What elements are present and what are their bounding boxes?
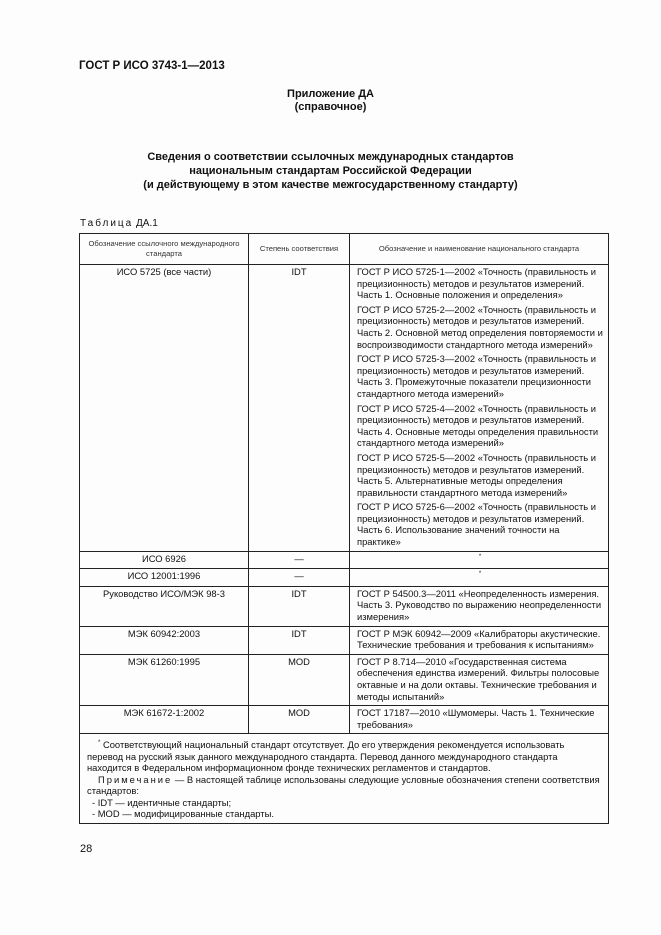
table-caption-label: Таблица — [80, 218, 134, 229]
reference-cell: МЭК 60942:2003 — [80, 626, 249, 654]
table-caption — [80, 218, 158, 229]
table-caption-number: ДА.1 — [136, 218, 158, 229]
table-footnote — [80, 734, 609, 824]
document-title-line: (и действующему в этом качестве межгосударственному стандарту) — [143, 179, 518, 191]
document-title-line: национальным стандартам Российской Федерации — [189, 165, 472, 177]
table-row — [80, 551, 609, 569]
national-standard-entry: ГОСТ Р ИСО 5725-5—2002 «Точность (правильность и прецизионность) методов и результатов измерений. Часть 5. Альтернативные методы определения правильности стандартного метода измерений» — [357, 451, 596, 498]
table-row — [80, 626, 609, 654]
national-standard-cell: ГОСТ Р МЭК 60942—2009 «Калибраторы акустические. Технические требования и требования к испытаниям» — [350, 626, 609, 654]
header-reference-standard: Обозначение ссылочного международного стандарта — [80, 234, 249, 265]
page-number: 28 — [80, 843, 93, 855]
reference-cell: ИСО 5725 (все части) — [80, 265, 249, 552]
national-standard-cell: ГОСТ Р 54500.3—2011 «Неопределенность измерения. Часть 3. Руководство по выражению неопределенности измерения» — [350, 586, 609, 626]
note-list-item: - IDT — идентичные стандарты; — [92, 796, 232, 808]
degree-cell: — — [249, 569, 350, 587]
document-title-line: Сведения о соответствии ссылочных международных стандартов — [147, 151, 514, 163]
national-standard-cell — [350, 551, 609, 569]
note-list-item: - MOD — модифицированные стандарты. — [92, 807, 274, 819]
note-label: Примечание — [98, 773, 173, 785]
document-code-header: ГОСТ Р ИСО 3743-1—2013 — [79, 60, 225, 72]
appendix-kind: (справочное) — [294, 101, 367, 113]
table-header-row — [80, 234, 609, 265]
table-row — [80, 706, 609, 734]
reference-cell: МЭК 61260:1995 — [80, 654, 249, 705]
table-row — [80, 569, 609, 587]
national-standard-entry: ГОСТ Р ИСО 5725-3—2002 «Точность (правильность и прецизионность) методов и результатов измерений. Часть 3. Промежуточные показатели прецизионности стандартного метода измерений» — [357, 353, 596, 399]
table-footnote-row — [80, 734, 609, 824]
national-standard-entry: ГОСТ Р ИСО 5725-6—2002 «Точность (правильность и прецизионность) методов и результатов измерений. Часть 6. Использование значений точности на практике» — [357, 501, 596, 548]
note-text: — В настоящей таблице использованы следующие условные обозначения степени соответствия стандартов: — [87, 773, 600, 797]
national-standard-entry: ГОСТ Р ИСО 5725-4—2002 «Точность (правильность и прецизионность) методов и результатов измерений. Часть 4. Основные методы определения правильности стандартного метода измерений» — [357, 402, 599, 449]
note-paragraph — [87, 774, 601, 797]
document-title — [0, 150, 661, 192]
appendix-title: Приложение ДА — [287, 88, 374, 100]
footnote-asterisk-paragraph — [87, 738, 601, 773]
footnote-asterisk-text: Соответствующий национальный стандарт отсутствует. До его утверждения рекомендуется использовать перевод на русский язык данного международного стандарта. Перевод данного международного стандарта находится в Федеральном информационном фонде технических регламентов и стандартов. — [87, 739, 565, 774]
degree-cell: IDT — [249, 586, 350, 626]
degree-cell: IDT — [249, 265, 350, 552]
degree-cell: — — [249, 551, 350, 569]
national-standard-cell — [350, 569, 609, 587]
national-standard-cell — [350, 265, 609, 552]
reference-cell: ИСО 12001:1996 — [80, 569, 249, 587]
reference-cell: Руководство ИСО/МЭК 98-3 — [80, 586, 249, 626]
degree-cell: IDT — [249, 626, 350, 654]
national-standard-cell: ГОСТ Р 8.714—2010 «Государственная система обеспечения единства измерений. Фильтры полосовые октавные и на доли октавы. Технические требования и методы испытаний» — [350, 654, 609, 705]
national-standard-cell: ГОСТ 17187—2010 «Шумомеры. Часть 1. Технические требования» — [350, 706, 609, 734]
degree-cell: MOD — [249, 654, 350, 705]
table-row — [80, 586, 609, 626]
reference-cell: ИСО 6926 — [80, 551, 249, 569]
national-standard-entry: ГОСТ Р ИСО 5725-2—2002 «Точность (правильность и прецизионность) методов и результатов измерений. Часть 2. Основной метод определения повторяемости и воспроизводимости стандартного метода измерений» — [357, 303, 603, 350]
reference-cell: МЭК 61672-1:2002 — [80, 706, 249, 734]
table-row — [80, 654, 609, 705]
absent-standard-asterisk: * — [478, 553, 482, 560]
footnote-asterisk-mark: * — [98, 740, 101, 747]
header-national-standard: Обозначение и наименование национального стандарта — [350, 234, 609, 265]
degree-cell: MOD — [249, 706, 350, 734]
absent-standard-asterisk: * — [478, 571, 482, 578]
table-row — [80, 265, 609, 552]
national-standard-entry: ГОСТ Р ИСО 5725-1—2002 «Точность (правильность и прецизионность) методов и результатов измерений. Часть 1. Основные положения и определения» — [357, 266, 596, 301]
standards-table — [79, 233, 609, 824]
header-degree: Степень соответствия — [249, 234, 350, 265]
